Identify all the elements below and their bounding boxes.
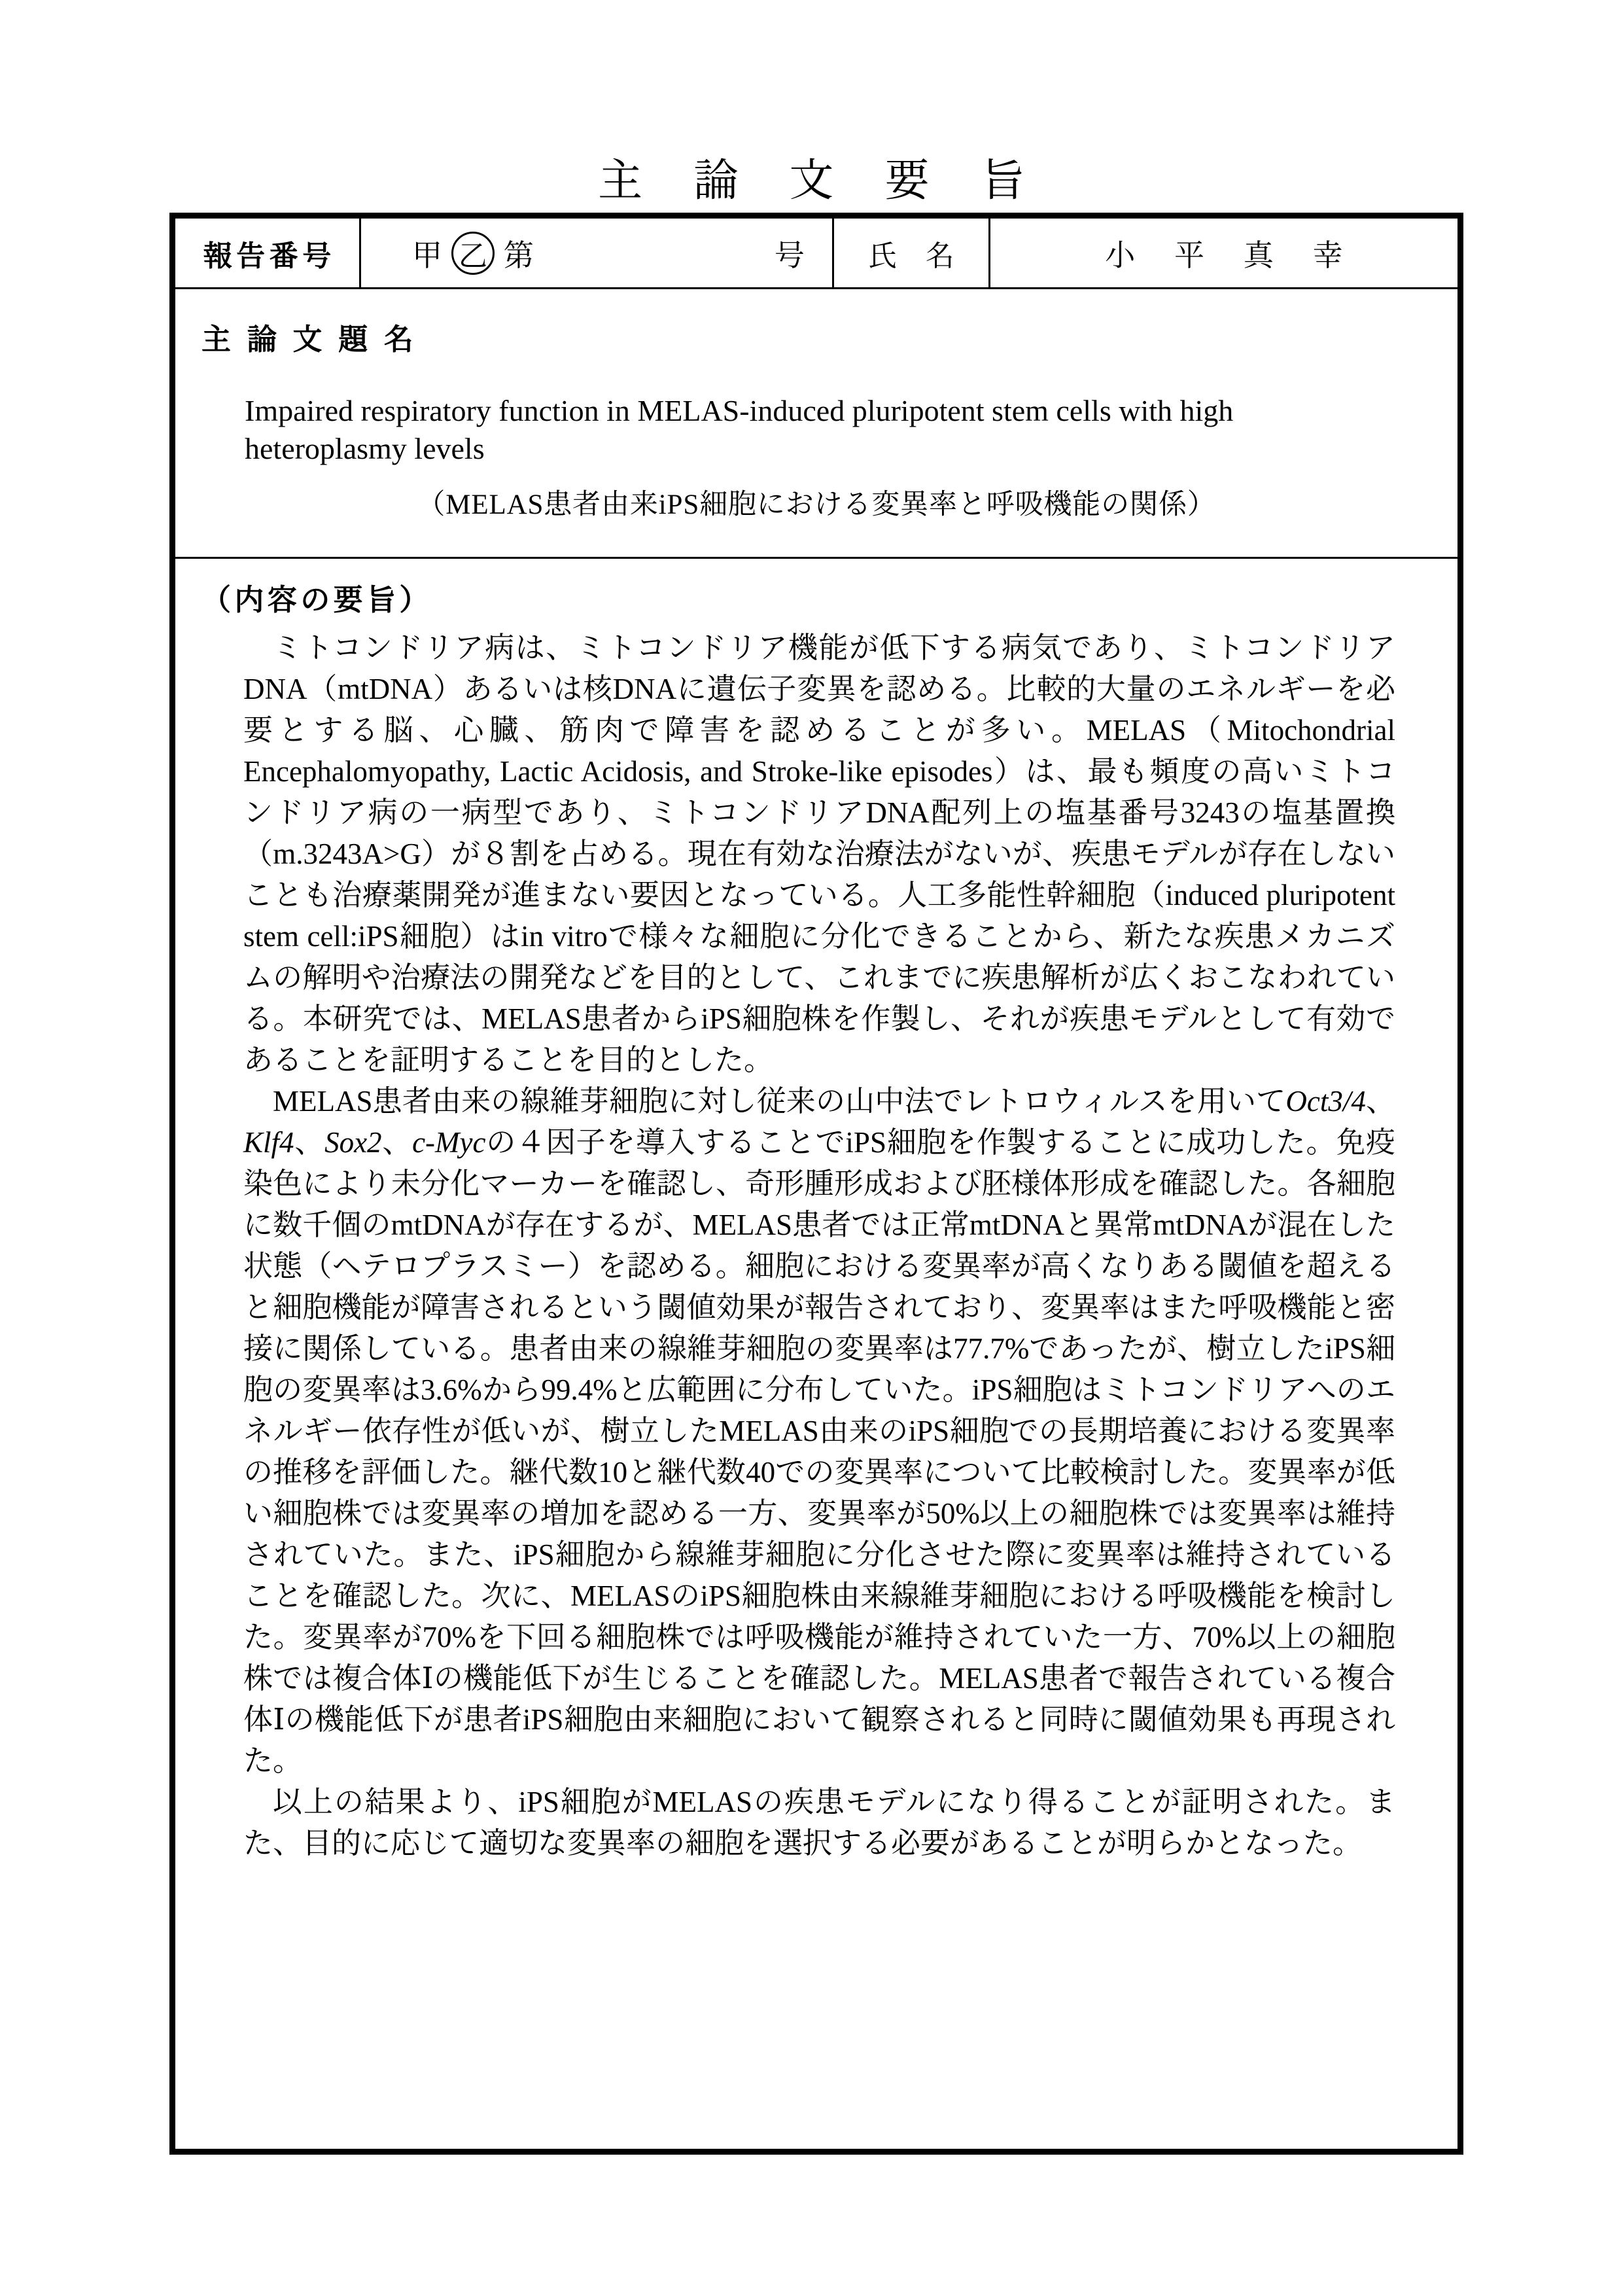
header-table-row: [175, 219, 1457, 289]
name-value-cell: [990, 219, 1457, 287]
summary-paragraph: 以上の結果より、iPS細胞がMELASの疾患モデルになり得ることが証明された。また、目的に応じて適切な変異率の細胞を選択する必要があることが明らかとなった。: [243, 1786, 1395, 1860]
summary-paragraph: ミトコンドリア病は、ミトコンドリア機能が低下する病気であり、ミトコンドリアDNA（mtDNA）あるいは核DNAに遺伝子変異を認める。比較的大量のエネルギーを必要とする脳、心臓、筋肉で障害を認めることが多い。MELAS（Mitochondrial Encephalomyopathy, Lactic Acidosis, and Stroke-like episodes）は、最も頻度の高いミトコンドリア病の一病型であり、ミトコンドリアDNA配列上の塩基番号3243の塩基置換（m.3243A>G）が８割を占める。現在有効な治療法がないが、疾患モデルが存在しないことも治療薬開発が進まない要因となっている。人工多能性幹細胞（induced pluripotent stem cell:iPS細胞）はin vitroで様々な細胞に分化できることから、新たな疾患メカニズムの解明や治療法の開発などを目的として、これまでに疾患解析が広くおこなわれている。本研究では、MELAS患者からiPS細胞株を作製し、それが疾患モデルとして有効であることを証明することを目的とした。: [243, 631, 1395, 1076]
otsu-option-circled: [451, 232, 495, 275]
report-number-value-cell: [361, 219, 834, 287]
summary-paragraphs: [243, 627, 1395, 1864]
summary-paragraph: MELAS患者由来の線維芽細胞に対し従来の山中法でレトロウィルスを用いてOct3/4、Klf4、Sox2、c-Mycの４因子を導入することでiPS細胞を作製することに成功した。免疫染色により未分化マーカーを確認し、奇形腫形成および胚様体形成を確認した。各細胞に数千個のmtDNAが存在するが、MELAS患者では正常mtDNAと異常mtDNAが混在した状態（ヘテロプラスミー）を認める。細胞における変異率が高くなりある閾値を超えると細胞機能が障害されるという閾値効果が報告されており、変異率はまた呼吸機能と密接に関係している。患者由来の線維芽細胞の変異率は77.7%であったが、樹立したiPS細胞の変異率は3.6%から99.4%と広範囲に分布していた。iPS細胞はミトコンドリアへのエネルギー依存性が低いが、樹立したMELAS由来のiPS細胞での長期培養における変異率の推移を評価した。継代数10と継代数40での変異率について比較検討した。変異率が低い細胞株では変異率の増加を認める一方、変異率が50%以上の細胞株では変異率は維持されていた。また、iPS細胞から線維芽細胞に分化させた際に変異率は維持されていることを確認した。次に、MELASのiPS細胞株由来線維芽細胞における呼吸機能を検討した。変異率が70%を下回る細胞株では呼吸機能が維持されていた一方、70%以上の細胞株では複合体Ⅰの機能低下が生じることを確認した。MELAS患者で報告されている複合体Ⅰの機能低下が患者iPS細胞由来細胞において観察されると同時に閾値効果も再現された。: [243, 1085, 1395, 1777]
thesis-title-japanese: （MELAS患者由来iPS細胞における変異率と呼吸機能の関係）: [417, 489, 1216, 520]
report-number-label: 報告番号: [203, 239, 336, 272]
page-title: 主論文要旨: [598, 156, 1077, 205]
abstract-label: （内容の要旨）: [201, 583, 432, 616]
name-label-cell: [834, 219, 990, 287]
author-name: 小平真幸: [1105, 238, 1382, 272]
report-number-label-cell: [175, 219, 361, 287]
document-frame: [169, 213, 1463, 2155]
dai-prefix: 第: [504, 238, 534, 272]
thesis-title-label: 主論文題名: [201, 323, 430, 356]
thesis-title-section: [175, 289, 1457, 559]
thesis-title-english-line1: Impaired respiratory function in MELAS-induced pluripotent stem cells with high: [245, 394, 1234, 427]
thesis-title-english: [245, 392, 1392, 468]
gou-suffix: 号: [775, 238, 805, 272]
kou-option: 甲: [412, 238, 442, 272]
otsu-option: 乙: [459, 239, 487, 272]
abstract-section: [175, 559, 1457, 2149]
name-label: 氏 名: [868, 239, 954, 272]
thesis-title-english-line2: heteroplasmy levels: [245, 431, 485, 465]
